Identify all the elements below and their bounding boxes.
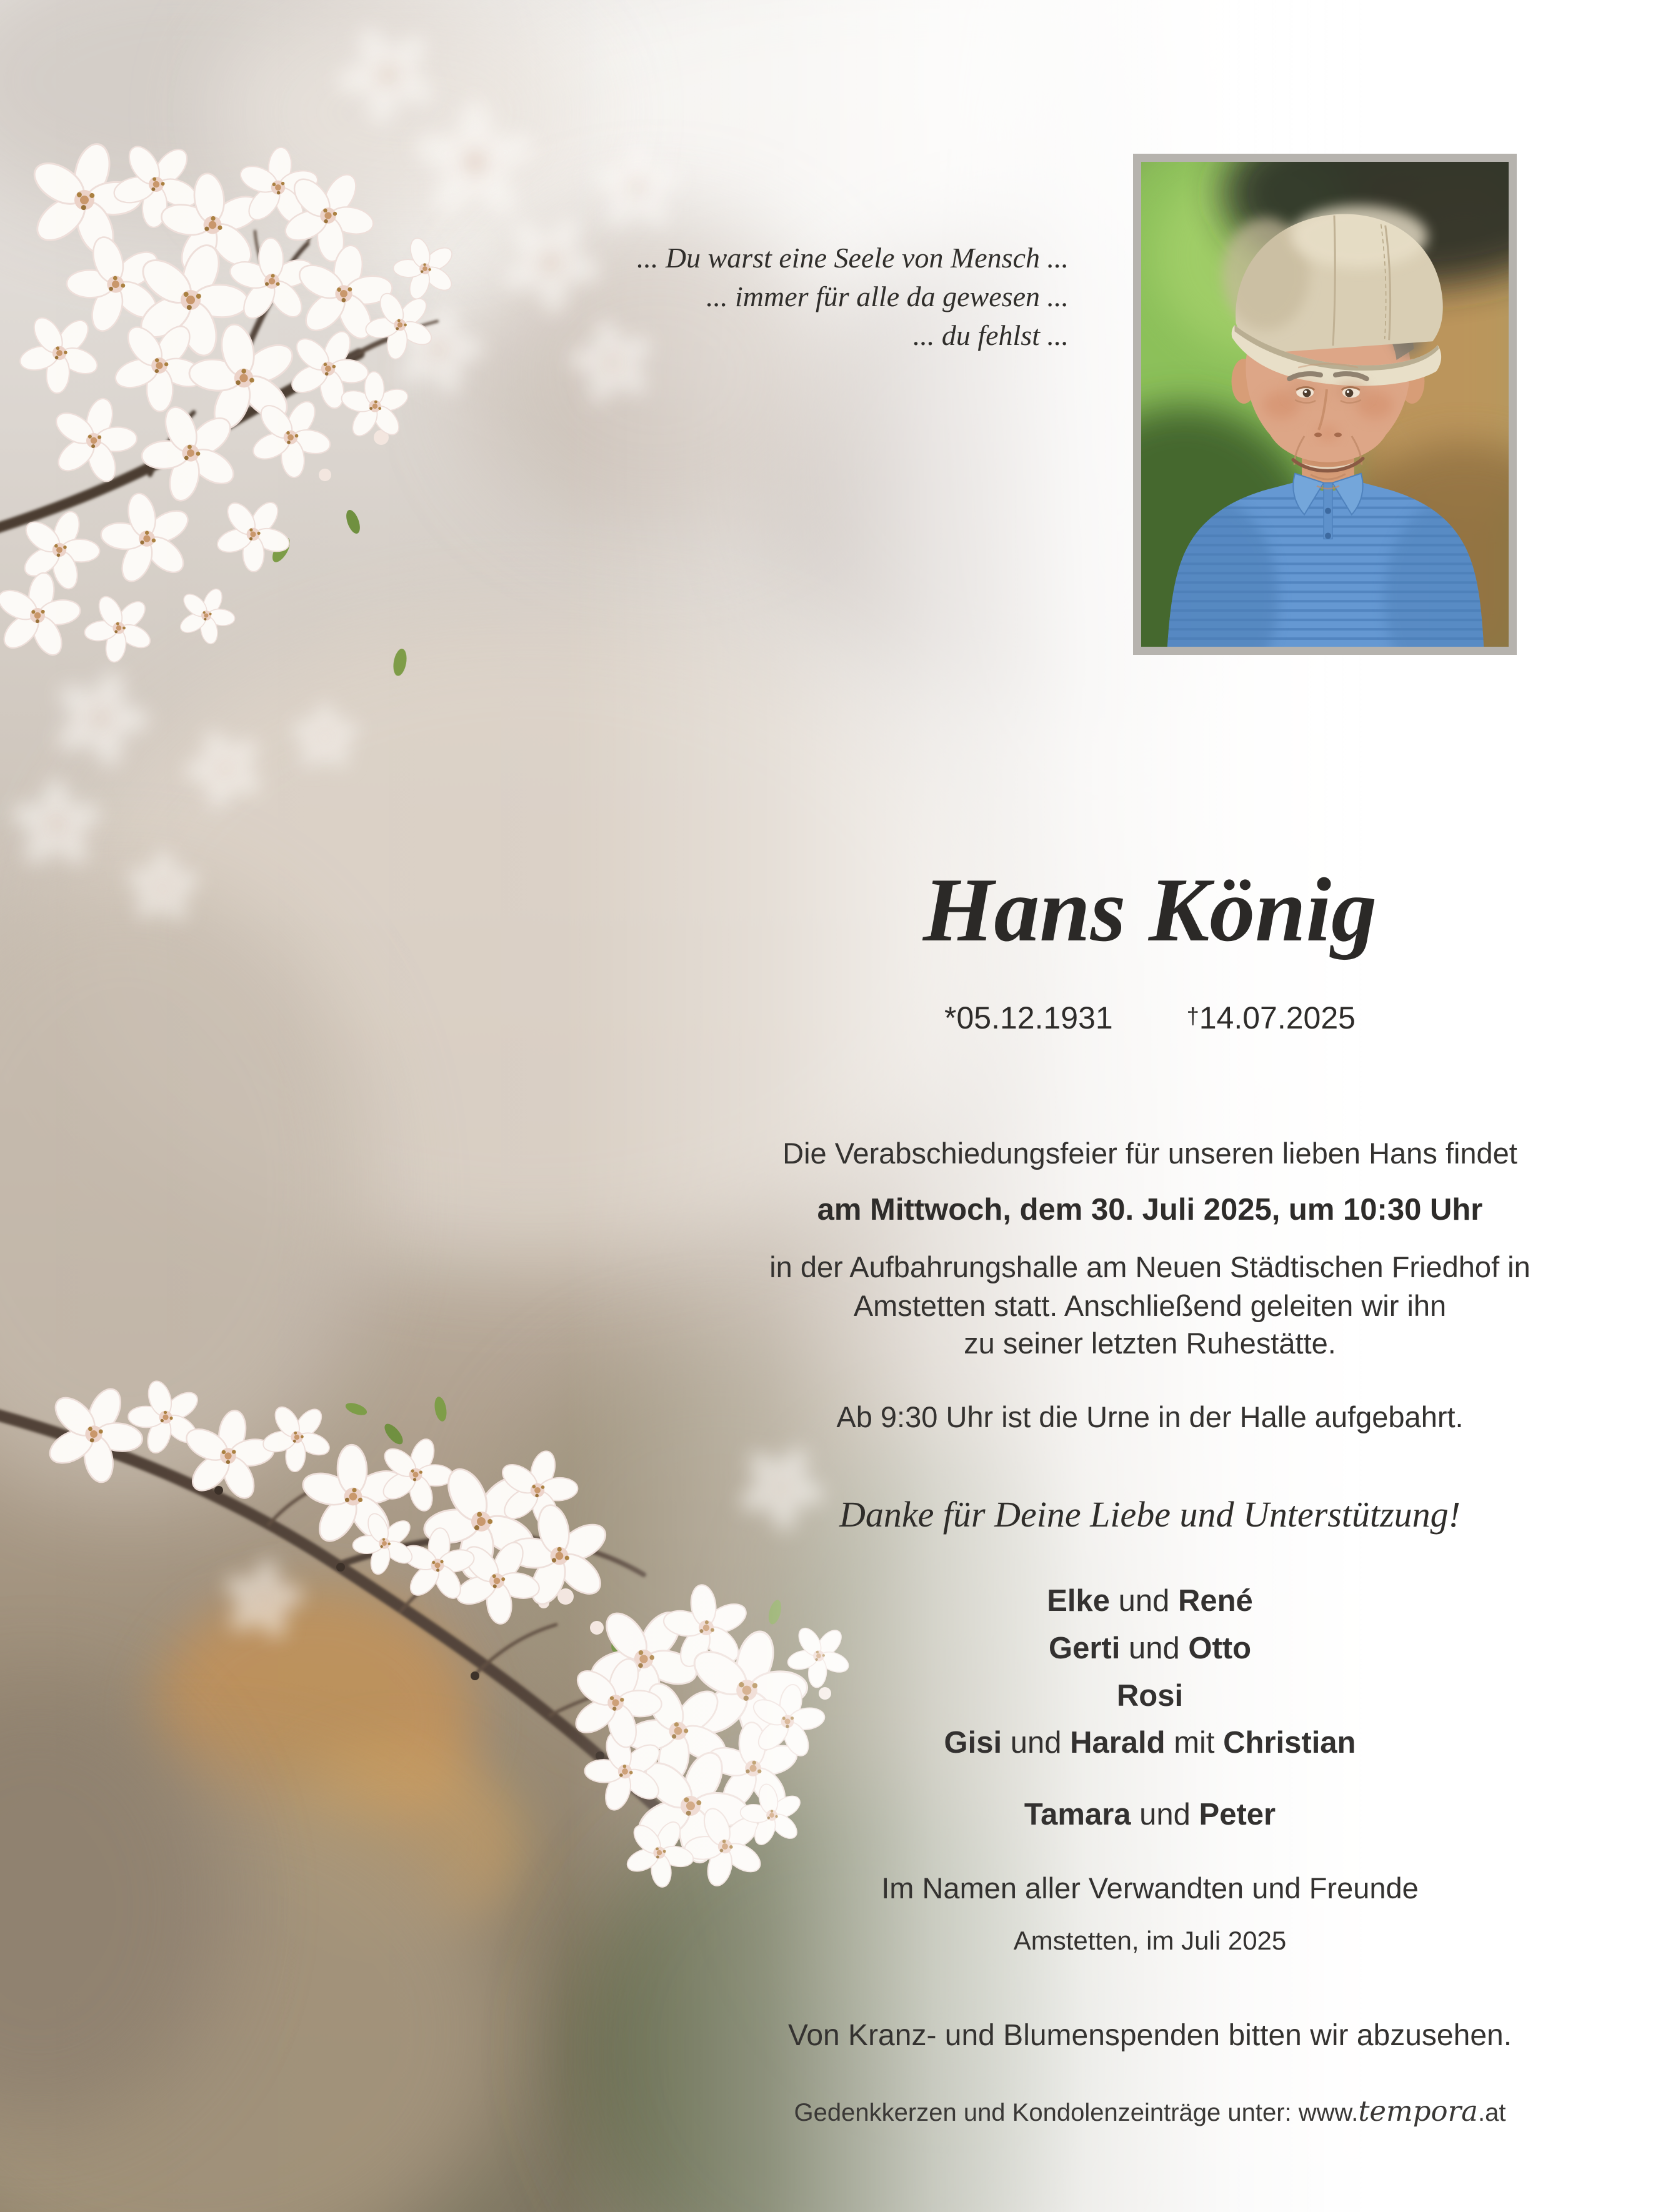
mourner-line: Gerti und Otto: [1048, 1632, 1252, 1665]
life-dates: [675, 1000, 1625, 1036]
quote-line: ... Du warst eine Seele von Mensch ...: [636, 242, 1069, 274]
service-datetime: am Mittwoch, dem 30. Juli 2025, um 10:30 Uhr: [817, 1193, 1483, 1227]
death-date: †14.07.2025: [1186, 1000, 1356, 1035]
service-location-line: in der Aufbahrungshalle am Neuen Städtischen Friedhof in: [769, 1250, 1531, 1283]
dagger-symbol: †: [1186, 1003, 1199, 1029]
urn-note: Ab 9:30 Uhr ist die Urne in der Halle aufgebahrt.: [836, 1400, 1464, 1433]
quote-line: ... du fehlst ...: [912, 319, 1069, 351]
memorial-quote: [250, 239, 1069, 355]
footer-prefix: Gedenkkerzen und Kondolenzeinträge unter: www.: [794, 2099, 1359, 2126]
condolence-footer: [675, 2095, 1625, 2128]
service-location-line: zu seiner letzten Ruhestätte.: [964, 1327, 1336, 1360]
birth-date: *05.12.1931: [944, 1000, 1113, 1035]
service-location-line: Amstetten statt. Anschließend geleiten wir ihn: [853, 1289, 1447, 1322]
portrait-illustration: [1141, 162, 1509, 647]
tempora-brand: tempora: [1358, 2095, 1478, 2128]
in-name-of-line: Im Namen aller Verwandten und Freunde: [881, 1871, 1419, 1905]
flowers-note: Von Kranz- und Blumenspenden bitten wir abzusehen.: [787, 2019, 1512, 2052]
quote-line: ... immer für alle da gewesen ...: [706, 281, 1069, 312]
thanks-line: Danke für Deine Liebe und Unterstützung!: [839, 1494, 1461, 1535]
mourner-line: Rosi: [1116, 1679, 1184, 1713]
mourner-line: Tamara und Peter: [1024, 1798, 1276, 1831]
footer-suffix: .at: [1477, 2099, 1506, 2126]
service-intro: Die Verabschiedungsfeier für unseren lieben Hans findet: [782, 1137, 1517, 1170]
deceased-name: Hans König: [922, 859, 1377, 960]
place-date-line: Amstetten, im Juli 2025: [1013, 1926, 1287, 1955]
portrait-photo: [1133, 154, 1517, 655]
mourner-line: Gisi und Harald mit Christian: [944, 1726, 1356, 1760]
mourner-line: Elke und René: [1047, 1584, 1253, 1618]
